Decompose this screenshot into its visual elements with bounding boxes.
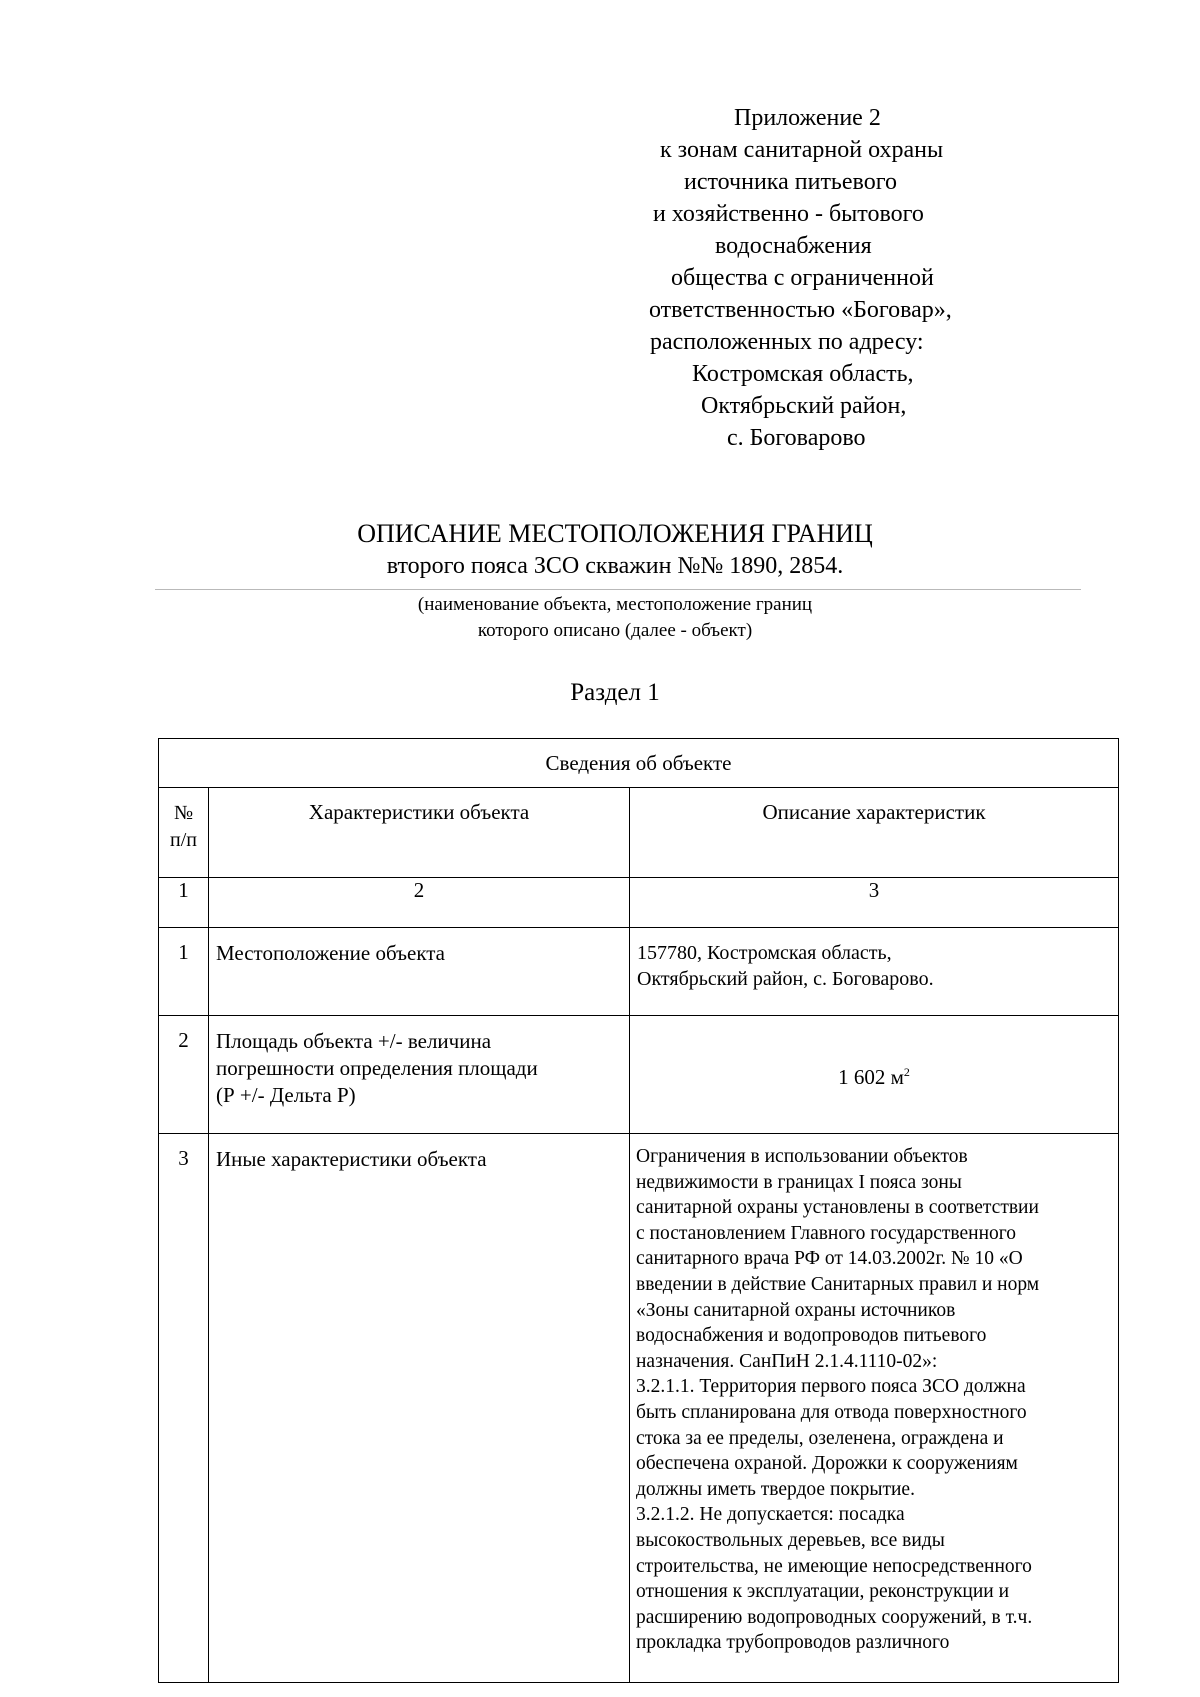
row-value-line: обеспечена охраной. Дорожки к сооружениям	[636, 1453, 1018, 1475]
row-number: 1	[159, 928, 209, 1016]
row-value-line: строительства, не имеющие непосредственного	[636, 1555, 1032, 1577]
row-value-line: санитарного врача РФ от 14.03.2002г. № 10 «О	[636, 1248, 1023, 1270]
row-label: Местоположение объекта	[209, 928, 630, 1016]
table-caption-row	[159, 739, 1119, 788]
title-note	[150, 592, 1080, 644]
area-unit-superscript: 2	[903, 1064, 910, 1079]
column-header-number-line1: №	[173, 802, 194, 824]
row-value-line: «Зоны санитарной охраны источников	[636, 1299, 956, 1321]
row-number: 2	[159, 1016, 209, 1134]
appendix-line: с. Боговарово	[727, 425, 866, 451]
row-value-line: водоснабжения и водопроводов питьевого	[636, 1325, 987, 1347]
row-value-line: Ограничения в использовании объектов	[636, 1146, 968, 1167]
document-title: ОПИСАНИЕ МЕСТОПОЛОЖЕНИЯ ГРАНИЦ	[357, 519, 873, 548]
row-value-line: отношения к эксплуатации, реконструкции и	[636, 1581, 1010, 1603]
row-value-line: стока за ее пределы, озеленена, ограждена и	[636, 1427, 1004, 1449]
column-index: 2	[209, 878, 630, 928]
row-value-line: введении в действие Санитарных правил и норм	[636, 1273, 1040, 1295]
row-value-line: расширению водопроводных сооружений, в т.ч.	[636, 1606, 1033, 1628]
row-label-line: Площадь объекта +/- величина	[216, 1029, 492, 1053]
section-title: Раздел 1	[570, 679, 660, 706]
table-caption: Сведения об объекте	[159, 739, 1119, 788]
title-note-line: которого описано (далее - объект)	[477, 620, 753, 641]
appendix-block	[640, 102, 1120, 454]
row-value-line: с постановлением Главного государственного	[636, 1222, 1017, 1244]
row-value-line: высокоствольных деревьев, все виды	[636, 1529, 945, 1551]
row-value-line: должны иметь твердое покрытие.	[636, 1478, 915, 1500]
column-index: 1	[159, 878, 209, 928]
row-value-restrictions	[630, 1134, 1119, 1683]
appendix-line: и хозяйственно - бытового	[653, 201, 924, 227]
column-header-description: Описание характеристик	[630, 788, 1119, 878]
column-header-characteristic: Характеристики объекта	[209, 788, 630, 878]
appendix-line: Приложение 2	[734, 105, 881, 131]
row-value	[630, 928, 1119, 1016]
row-label-line: погрешности определения площади	[216, 1056, 538, 1080]
row-value-line: Октябрьский район, с. Боговарово.	[637, 968, 934, 990]
column-index-row	[159, 878, 1119, 928]
row-label-line: (Р +/- Дельта Р)	[216, 1083, 356, 1107]
appendix-line: водоснабжения	[715, 233, 872, 259]
row-value-line: 3.2.1.2. Не допускается: посадка	[636, 1504, 905, 1526]
column-index: 3	[630, 878, 1119, 928]
row-label: Иные характеристики объекта	[209, 1134, 630, 1683]
document-subtitle: второго пояса ЗСО скважин №№ 1890, 2854.	[386, 553, 844, 579]
subtitle-underline	[155, 589, 1081, 590]
appendix-line: Костромская область,	[692, 361, 914, 387]
appendix-line: расположенных по адресу:	[650, 329, 924, 355]
row-label	[209, 1016, 630, 1134]
object-info-table	[158, 738, 1119, 1683]
appendix-line: ответственностью «Боговар»,	[649, 297, 952, 323]
table-row	[159, 928, 1119, 1016]
title-block	[150, 518, 1080, 582]
row-value-line: прокладка трубопроводов различного	[636, 1632, 950, 1654]
area-value	[630, 1016, 1119, 1134]
table-row	[159, 1016, 1119, 1134]
title-note-line: (наименование объекта, местоположение границ	[417, 594, 813, 615]
appendix-line: общества с ограниченной	[671, 265, 934, 291]
appendix-line: Октябрьский район,	[701, 393, 907, 419]
table-header-row	[159, 788, 1119, 878]
appendix-line: к зонам санитарной охраны	[660, 137, 944, 163]
row-value-line: санитарной охраны установлены в соответствии	[636, 1197, 1039, 1219]
area-number: 1 602 м	[838, 1064, 904, 1089]
row-number: 3	[159, 1134, 209, 1683]
row-value-line: 3.2.1.1. Территория первого пояса ЗСО должна	[636, 1376, 1026, 1398]
appendix-line: источника питьевого	[684, 169, 897, 195]
column-header-number-line2: п/п	[170, 829, 197, 851]
row-value-line: быть спланирована для отвода поверхностного	[636, 1401, 1027, 1423]
column-header-number	[159, 788, 209, 878]
row-value-line: недвижимости в границах I пояса зоны	[636, 1171, 962, 1193]
table-row	[159, 1134, 1119, 1683]
row-value-line: 157780, Костромская область,	[637, 942, 892, 964]
row-value-line: назначения. СанПиН 2.1.4.1110-02»:	[636, 1350, 938, 1372]
